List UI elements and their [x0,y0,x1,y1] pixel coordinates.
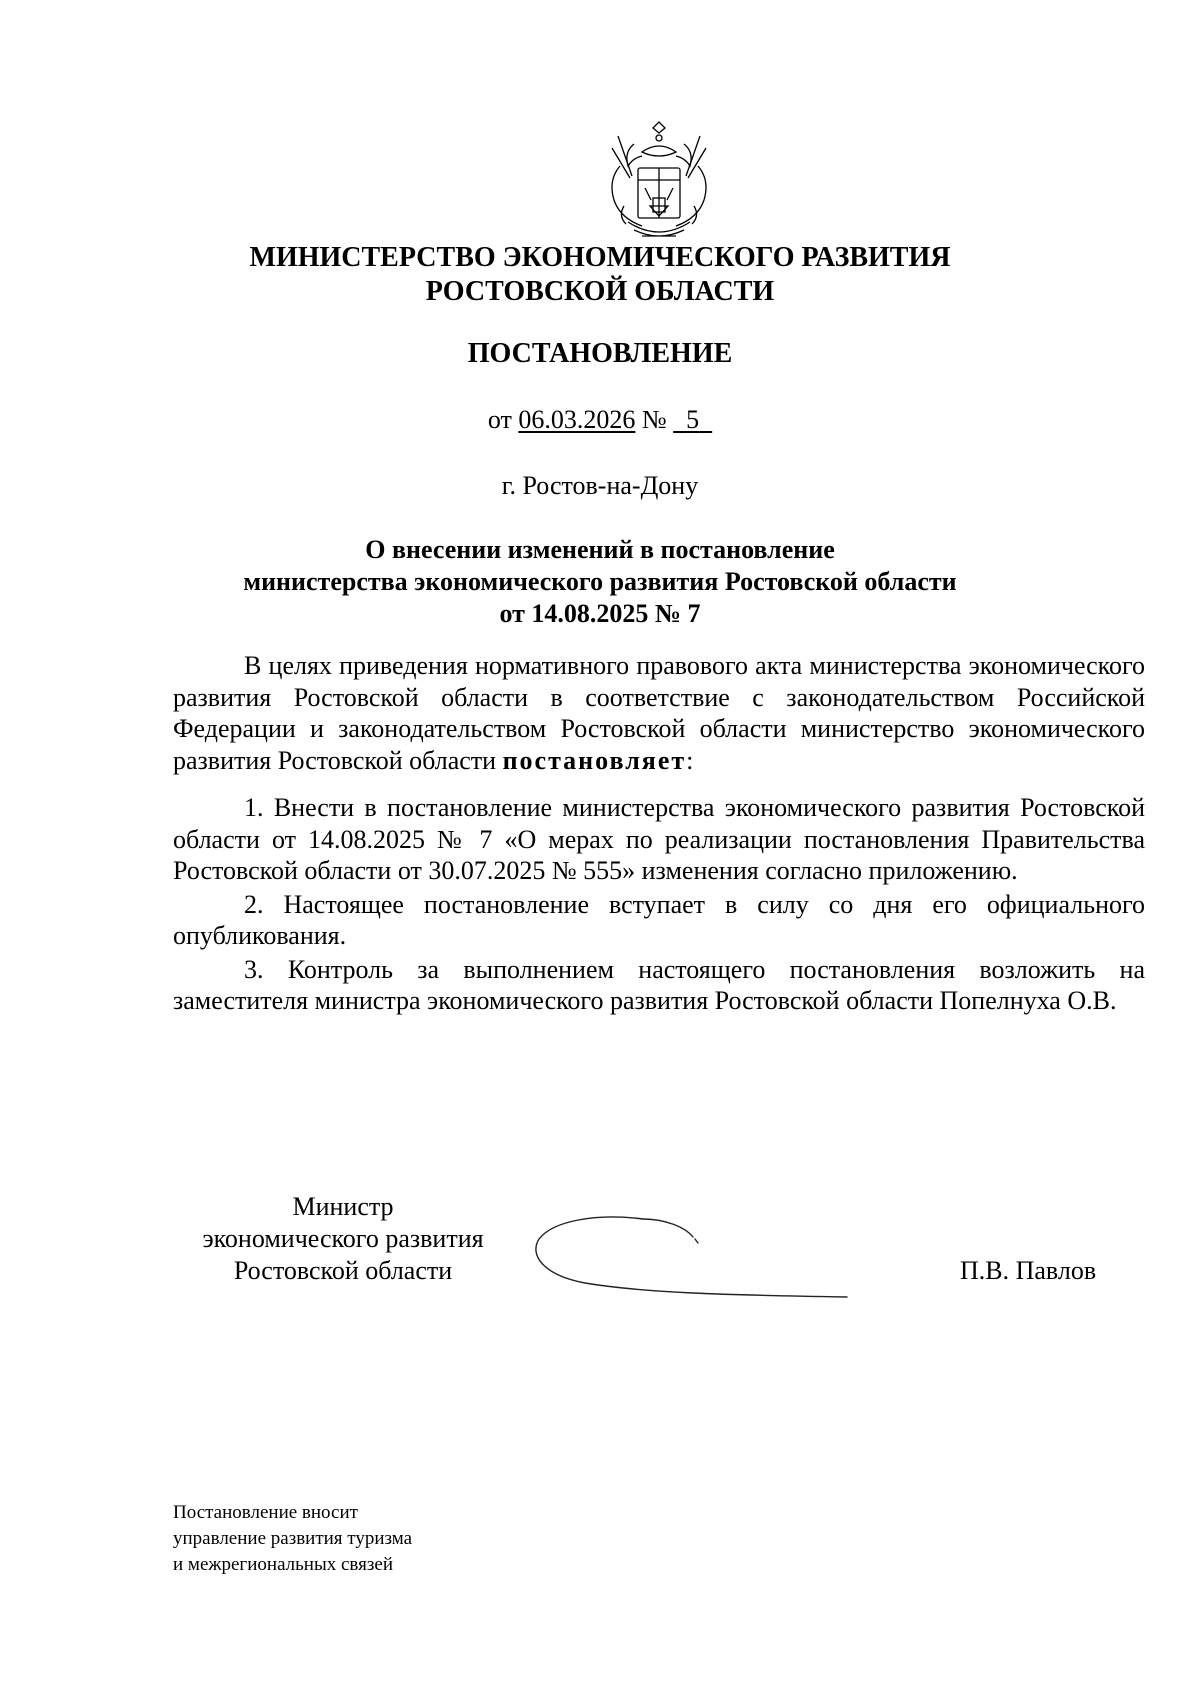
document-subject [0,534,1200,630]
footer-line-1: Постановление вносит [173,1502,358,1523]
date-number-line [0,404,1200,436]
preamble-text: В целях приведения нормативного правового акта министерства экономического развития Ростовской области в соответствие с законодательством Российской Федерации и законодательством Ростовской области министерство экономического развития Ростовской области [173,651,1145,775]
footer-note [173,1500,412,1578]
date-prefix: от [487,405,512,434]
organization-line-1: МИНИСТЕРСТВО ЭКОНОМИЧЕСКОГО РАЗВИТИЯ [249,242,951,273]
item-3: 3. Контроль за выполнением настоящего постановления возложить на заместителя министра экономического развития Ростовской области Попелнуха О.В. [173,954,1145,1015]
document-type: ПОСТАНОВЛЕНИЕ [467,338,733,369]
number-prefix: № [641,405,667,434]
handwritten-signature [525,1205,865,1300]
item-2: 2. Настоящее постановление вступает в силу со дня его официального опубликования. [173,889,1145,950]
document-number-field [673,405,712,434]
signatory-title-line-1: Министр [292,1192,394,1221]
signatory-title-line-2: экономического развития [202,1224,484,1253]
subject-line-3: от 14.08.2025 № 7 [499,599,701,628]
item-1: 1. Внести в постановление министерства экономического развития Ростовской области от 14.08.2025 № 7 «О мерах по реализации постановления Правительства Ростовской области от 30.07.2025 № 555» изменения согласно приложению. [173,793,1145,885]
document-date: 06.03.2026 [518,405,636,434]
footer-line-2: управление развития туризма [173,1528,413,1549]
decree-colon: : [686,745,694,775]
city: г. Ростов-на-Дону [501,471,699,500]
footer-line-3: и межрегиональных связей [173,1554,393,1575]
signatory-name: П.В. Павлов [960,1256,1097,1285]
organization-name [0,241,1200,309]
coat-of-arms-emblem [598,118,720,243]
document-body [173,650,1145,1019]
signatory-title [173,1191,513,1287]
subject-line-2: министерства экономического развития Ростовской области [243,567,957,596]
decree-word: постановляет [502,745,687,775]
document-number: 5 [686,405,700,434]
preamble-paragraph [173,650,1145,776]
signatory-title-line-3: Ростовской области [233,1256,453,1285]
subject-line-1: О внесении изменений в постановление [365,535,835,564]
organization-line-2: РОСТОВСКОЙ ОБЛАСТИ [425,276,775,307]
